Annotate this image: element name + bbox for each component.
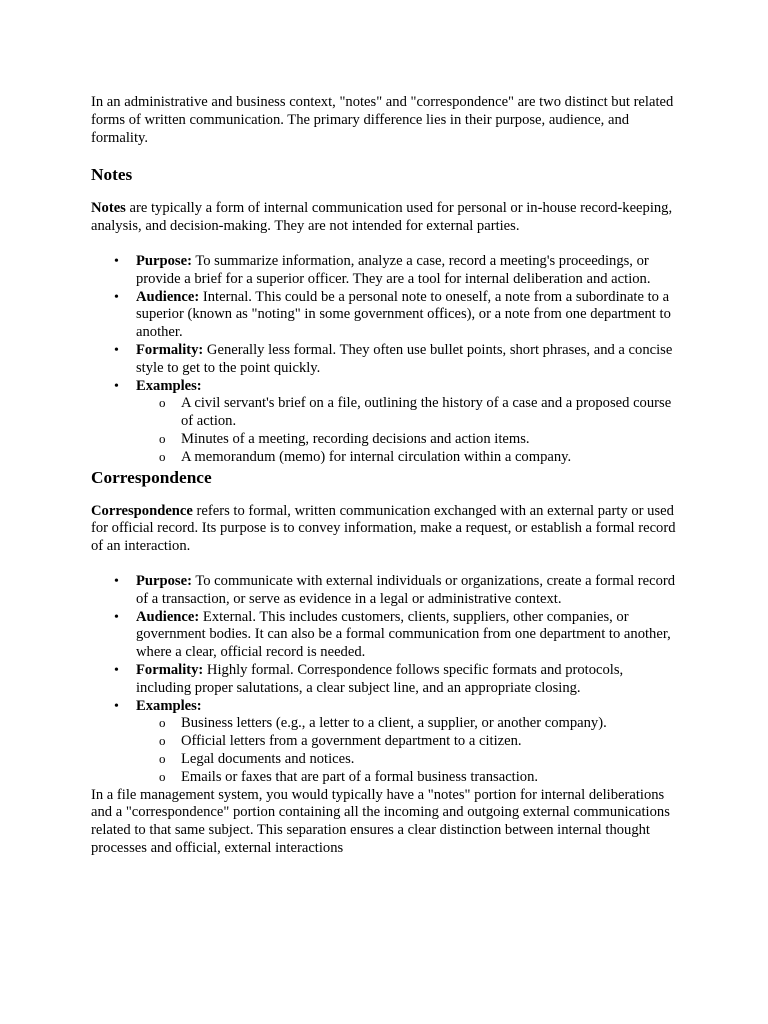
notes-bullet-audience [114, 288, 681, 342]
bullet-text: Internal. This could be a personal note to oneself, a note from a subordinate to a superior (known as "noting" in some government offices), or a note from one department to another. [136, 288, 671, 341]
document-body [91, 94, 681, 858]
bullet-text: External. This includes customers, clients, suppliers, other companies, or government bodies. It can also be a formal communication from one department to another, where a clear, official record is needed. [136, 608, 671, 661]
bullet-text: Highly formal. Correspondence follows specific formats and protocols, including proper salutations, a clear subject line, and an appropriate closing. [136, 661, 624, 696]
correspondence-lead-paragraph [91, 503, 681, 556]
bullet-glyph: • [114, 253, 119, 269]
notes-lead-term: Notes [91, 200, 126, 217]
bullet-text: To summarize information, analyze a case, record a meeting's proceedings, or provide a brief for a superior officer. They are a tool for internal deliberation and action. [136, 252, 651, 287]
bullet-label: Purpose: [136, 572, 192, 589]
bullet-label: Formality: [136, 661, 204, 678]
list-item [159, 430, 681, 449]
correspondence-heading: Correspondence [91, 467, 212, 487]
correspondence-examples-list [136, 715, 681, 786]
bullet-glyph: • [114, 342, 119, 358]
notes-bullet-purpose [114, 252, 681, 289]
bullet-label: Examples: [136, 697, 202, 714]
notes-bullet-examples [114, 377, 681, 467]
example-text: Official letters from a government department to a citizen. [181, 733, 522, 750]
sub-bullet-glyph: o [159, 733, 166, 749]
correspondence-lead-text: refers to formal, written communication exchanged with an external party or used for official record. Its purpose is to convey information, make a request, or establish a formal record of an interaction. [91, 502, 676, 555]
sub-bullet-glyph: o [159, 395, 166, 411]
example-text: Minutes of a meeting, recording decisions and action items. [181, 430, 530, 447]
list-item [159, 768, 681, 787]
example-text: A memorandum (memo) for internal circulation within a company. [181, 448, 572, 465]
correspondence-bullet-purpose [114, 572, 681, 609]
bullet-text: Generally less formal. They often use bullet points, short phrases, and a concise style to get to the point quickly. [136, 341, 673, 376]
correspondence-bullet-audience [114, 608, 681, 662]
sub-bullet-glyph: o [159, 750, 166, 766]
correspondence-bullet-list [91, 573, 681, 787]
notes-bullet-list [91, 253, 681, 467]
bullet-glyph: • [114, 662, 119, 678]
list-item [159, 715, 681, 733]
notes-examples-list [136, 395, 681, 466]
notes-lead-paragraph [91, 200, 681, 236]
bullet-label: Examples: [136, 377, 202, 394]
bullet-label: Purpose: [136, 252, 192, 269]
sub-bullet-glyph: o [159, 448, 166, 464]
bullet-glyph: • [114, 698, 119, 714]
sub-bullet-glyph: o [159, 768, 166, 784]
correspondence-bullet-examples [114, 697, 681, 787]
example-text: Business letters (e.g., a letter to a client, a supplier, or another company). [181, 715, 607, 732]
notes-bullet-formality [114, 341, 681, 378]
bullet-label: Formality: [136, 341, 204, 358]
notes-lead-text: are typically a form of internal communication used for personal or in-house record-keeping, analysis, and decision-making. They are not intended for external parties. [91, 200, 673, 235]
sub-bullet-glyph: o [159, 430, 166, 446]
example-text: A civil servant's brief on a file, outlining the history of a case and a proposed course of action. [181, 395, 672, 430]
sub-bullet-glyph: o [159, 715, 166, 731]
list-item [159, 395, 681, 431]
correspondence-bullet-formality [114, 661, 681, 698]
bullet-glyph: • [114, 378, 119, 394]
example-text: Emails or faxes that are part of a formal business transaction. [181, 768, 539, 785]
list-item [159, 448, 681, 467]
notes-heading: Notes [91, 165, 133, 185]
bullet-label: Audience: [136, 608, 200, 625]
bullet-glyph: • [114, 609, 119, 625]
correspondence-lead-term: Correspondence [91, 502, 193, 519]
bullet-label: Audience: [136, 288, 200, 305]
list-item [159, 733, 681, 751]
example-text: Legal documents and notices. [181, 750, 355, 767]
bullet-glyph: • [114, 573, 119, 589]
closing-paragraph: In a file management system, you would typically have a "notes" portion for internal deliberations and a "correspondence" portion containing all the incoming and outgoing external communications related to that same subject. This separation ensures a clear distinction between internal thought processes and official, external interactions [91, 786, 670, 856]
intro-paragraph: In an administrative and business context, "notes" and "correspondence" are two distinct but related forms of written communication. The primary difference lies in their purpose, audience, and formality. [91, 94, 674, 146]
bullet-glyph: • [114, 289, 119, 305]
bullet-text: To communicate with external individuals or organizations, create a formal record of a transaction, or serve as evidence in a legal or administrative context. [136, 572, 676, 607]
list-item [159, 750, 681, 769]
